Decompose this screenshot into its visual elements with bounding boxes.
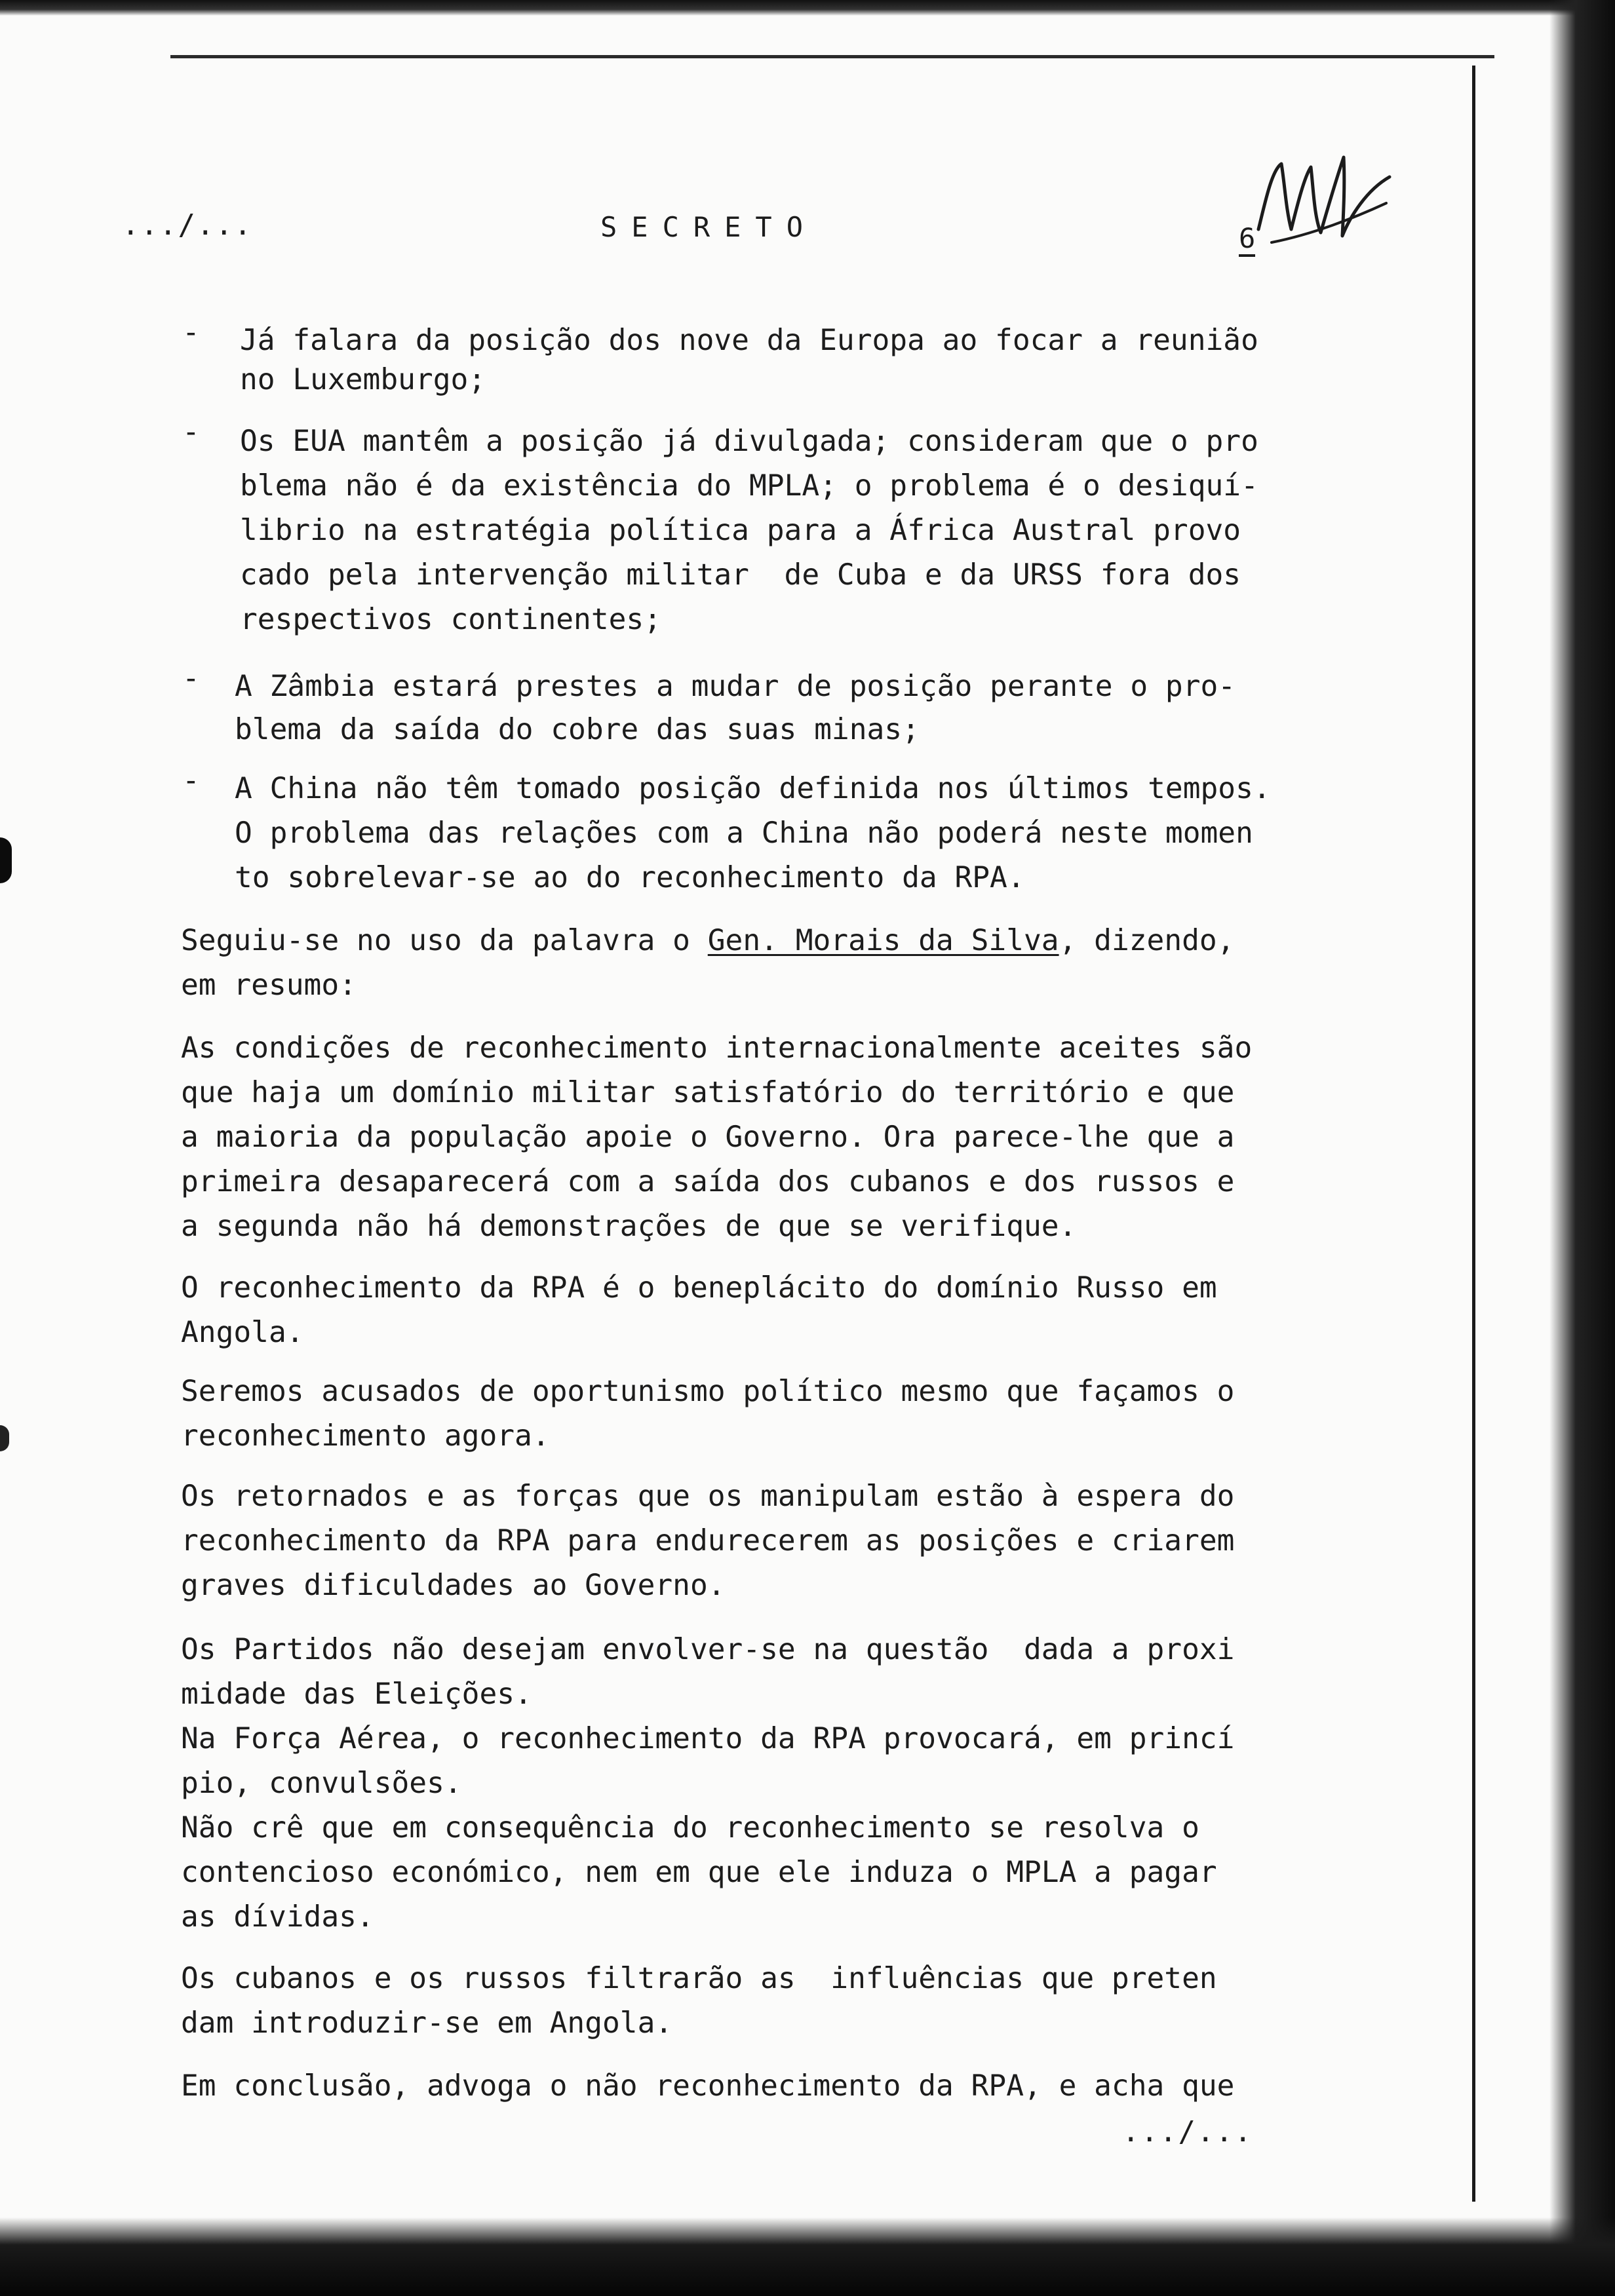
classification-heading: SECRETO bbox=[600, 211, 818, 243]
speaker-intro-before: Seguiu-se no uso da palavra o bbox=[181, 924, 708, 957]
page-number: 6 bbox=[1239, 223, 1255, 257]
punch-hole-mark-small bbox=[0, 1425, 9, 1451]
bullet-line: librio na estratégia política para a África Austral provo bbox=[240, 514, 1241, 547]
paragraph-line: contencioso económico, nem em que ele induza o MPLA a pagar bbox=[181, 1856, 1217, 1889]
bullet-line: cado pela intervenção militar de Cuba e da URSS fora dos bbox=[240, 558, 1241, 592]
bullet-line: O problema das relações com a China não poderá neste momen bbox=[235, 816, 1253, 850]
paragraph-line: reconhecimento agora. bbox=[181, 1419, 550, 1453]
paragraph-line: as dívidas. bbox=[181, 1900, 374, 1934]
paragraph-line: dam introduzir-se em Angola. bbox=[181, 2006, 673, 2040]
bullet-marker: - bbox=[182, 764, 200, 797]
paragraph-line: Angola. bbox=[181, 1316, 304, 1349]
scan-edge-top bbox=[0, 0, 1615, 16]
bullet-marker: - bbox=[182, 415, 200, 449]
paragraph-line: reconhecimento da RPA para endurecerem as posições e criarem bbox=[181, 1524, 1235, 1558]
paragraph-line: As condições de reconhecimento internacionalmente aceites são bbox=[181, 1031, 1253, 1065]
paragraph-line: Não crê que em consequência do reconhecimento se resolva o bbox=[181, 1811, 1199, 1845]
speaker-name: Gen. Morais da Silva bbox=[707, 924, 1059, 957]
paragraph-line: Os cubanos e os russos filtrarão as influências que preten bbox=[181, 1962, 1217, 1995]
paragraph-line: a segunda não há demonstrações de que se verifique. bbox=[181, 1210, 1077, 1243]
paragraph-line: Os retornados e as forças que os manipulam estão à espera do bbox=[181, 1480, 1235, 1513]
bullet-line: respectivos continentes; bbox=[240, 603, 661, 636]
scan-rule-top bbox=[170, 55, 1494, 58]
handwritten-initials-icon bbox=[1245, 144, 1396, 249]
bullet-line: A Zâmbia estará prestes a mudar de posição perante o pro- bbox=[235, 670, 1236, 703]
paragraph-line: O reconhecimento da RPA é o beneplácito do domínio Russo em bbox=[181, 1271, 1217, 1305]
scan-edge-bottom bbox=[0, 2217, 1615, 2296]
bullet-line: A China não têm tomado posição definida nos últimos tempos. bbox=[235, 772, 1271, 805]
bullet-line: Já falara da posição dos nove da Europa ao focar a reunião bbox=[240, 324, 1258, 357]
bullet-line: no Luxemburgo; bbox=[240, 363, 486, 396]
bullet-line: blema da saída do cobre das suas minas; bbox=[235, 713, 920, 746]
paragraph-line: a maioria da população apoie o Governo. Ora parece-lhe que a bbox=[181, 1120, 1235, 1154]
bullet-line: to sobrelevar-se ao do reconhecimento da RPA. bbox=[235, 861, 1025, 894]
speaker-intro-line-2: em resumo: bbox=[181, 968, 357, 1002]
speaker-intro-after: , dizendo, bbox=[1059, 924, 1235, 957]
scan-rule-right bbox=[1472, 66, 1475, 2202]
paragraph-line: Em conclusão, advoga o não reconhecimento da RPA, e acha que bbox=[181, 2069, 1235, 2103]
scan-edge-right bbox=[1549, 0, 1615, 2296]
paragraph-line: Na Força Aérea, o reconhecimento da RPA provocará, em princí bbox=[181, 1722, 1235, 1755]
paragraph-line: graves dificuldades ao Governo. bbox=[181, 1569, 726, 1602]
paragraph-line: primeira desaparecerá com a saída dos cubanos e dos russos e bbox=[181, 1165, 1235, 1198]
paragraph-line: midade das Eleições. bbox=[181, 1677, 532, 1711]
paragraph-line: Os Partidos não desejam envolver-se na questão dada a proxi bbox=[181, 1633, 1235, 1666]
paragraph-line: Seremos acusados de oportunismo político mesmo que façamos o bbox=[181, 1375, 1235, 1408]
paragraph-line: pio, convulsões. bbox=[181, 1767, 462, 1800]
punch-hole-mark bbox=[0, 837, 12, 883]
bullet-line: Os EUA mantêm a posição já divulgada; consideram que o pro bbox=[240, 425, 1258, 458]
header-continuation: .../... bbox=[122, 208, 253, 242]
bullet-marker: - bbox=[182, 316, 200, 349]
footer-continuation: .../... bbox=[1122, 2115, 1253, 2149]
bullet-line: blema não é da existência do MPLA; o problema é o desiquí- bbox=[240, 469, 1258, 503]
speaker-intro-line bbox=[181, 919, 1235, 963]
paragraph-line: que haja um domínio militar satisfatório do território e que bbox=[181, 1076, 1235, 1109]
bullet-marker: - bbox=[182, 662, 200, 695]
